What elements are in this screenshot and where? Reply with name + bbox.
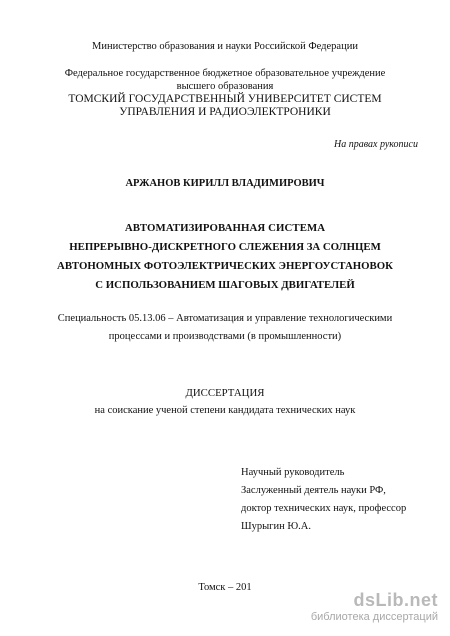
federal-institution-line: Федеральное государственное бюджетное образовательное учреждение xyxy=(64,68,386,79)
university-name-line1: ТОМСКИЙ ГОСУДАРСТВЕННЫЙ УНИВЕРСИТЕТ СИСТЕМ xyxy=(68,93,382,105)
specialty-line1: Специальность 05.13.06 – Автоматизация и управление технологическими xyxy=(57,313,393,324)
title-line: АВТОНОМНЫХ ФОТОЭЛЕКТРИЧЕСКИХ ЭНЕРГОУСТАНОВОК xyxy=(57,260,393,272)
watermark-subtitle: библиотека диссертаций xyxy=(310,611,438,623)
advisor-role: Научный руководитель xyxy=(241,467,345,478)
advisor-name: Шурыгин Ю.А. xyxy=(241,521,311,532)
author-name: АРЖАНОВ КИРИЛЛ ВЛАДИМИРОВИЧ xyxy=(125,178,325,189)
ministry-line: Министерство образования и науки Российской Федерации xyxy=(92,41,358,52)
university-name-line2: УПРАВЛЕНИЯ И РАДИОЭЛЕКТРОНИКИ xyxy=(119,106,331,118)
advisor-title2: доктор технических наук, профессор xyxy=(241,503,407,514)
watermark xyxy=(288,590,438,630)
watermark-logo: dsLib.net xyxy=(353,590,438,610)
specialty-line2: процессами и производствами (в промышленности) xyxy=(108,331,342,342)
dissertation-label: ДИССЕРТАЦИЯ xyxy=(185,387,265,399)
higher-education-line: высшего образования xyxy=(176,81,274,92)
title-line: АВТОМАТИЗИРОВАННАЯ СИСТЕМА xyxy=(124,222,326,234)
city-year: Томск – 201 xyxy=(198,582,252,593)
title-line: НЕПРЕРЫВНО-ДИСКРЕТНОГО СЛЕЖЕНИЯ ЗА СОЛНЦЕМ xyxy=(69,241,381,253)
advisor-title1: Заслуженный деятель науки РФ, xyxy=(241,485,386,496)
manuscript-rights-note: На правах рукописи xyxy=(334,139,418,150)
degree-line: на соискание ученой степени кандидата технических наук xyxy=(94,405,356,416)
title-line: С ИСПОЛЬЗОВАНИЕМ ШАГОВЫХ ДВИГАТЕЛЕЙ xyxy=(95,279,355,291)
